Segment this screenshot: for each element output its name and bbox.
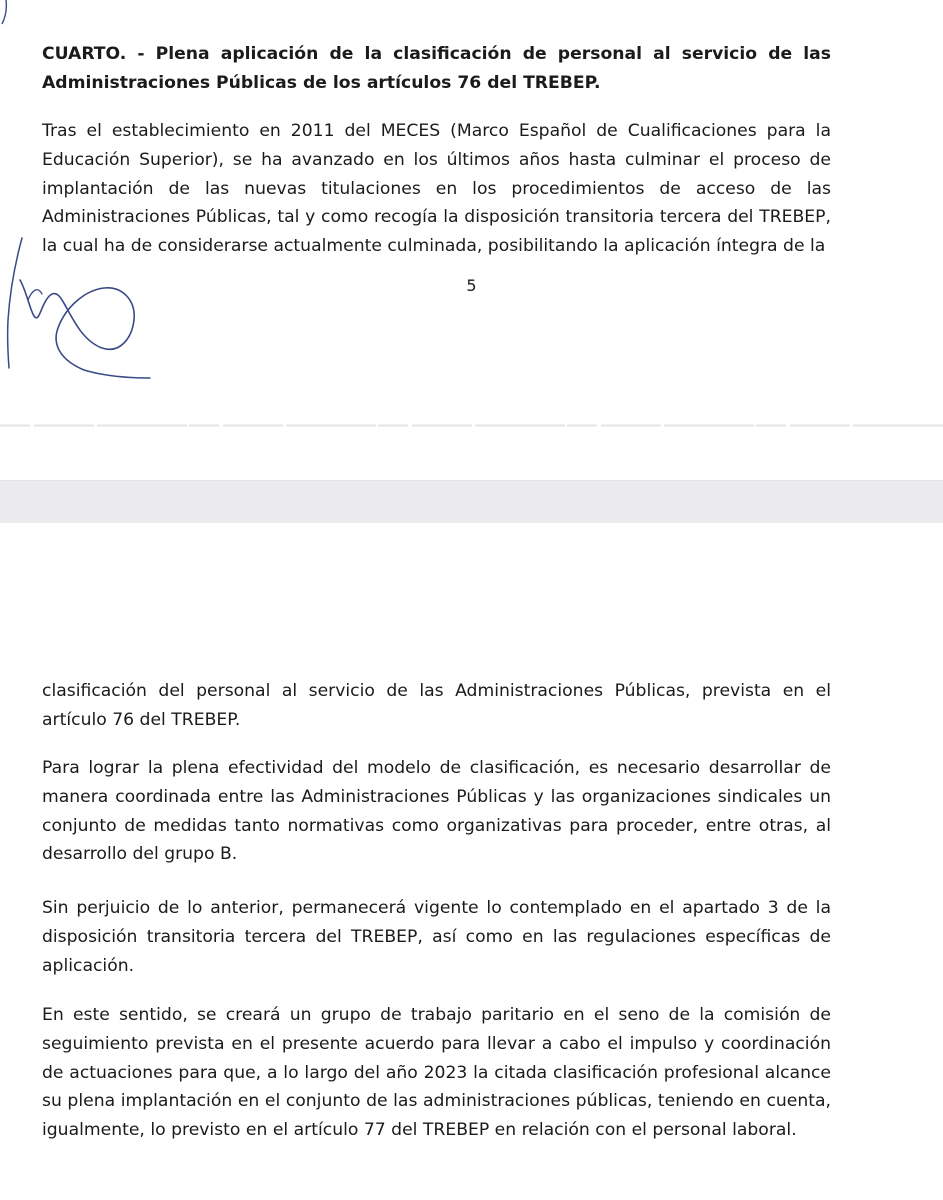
page-number: 5 [466,276,477,295]
ink-mark-icon [0,0,20,30]
paragraph-continuation: clasificación del personal al servicio de las Administraciones Públicas, prevista en el artículo 76 del TREBEP. [42,681,831,730]
paragraph-perjuicio: Sin perjuicio de lo anterior, permanecerá vigente lo contemplado en el apartado 3 de la disposición transitoria tercera del TREBEP, así como en las regulaciones específicas de aplicación. [42,898,831,976]
paragraph-meces: Tras el establecimiento en 2011 del MECES (Marco Español de Cualificaciones para la Educación Superior), se ha avanzado en los últimos años hasta culminar el proceso de implantación de las nuevas titulaciones en los procedimientos de acceso de las Administraciones Públicas, tal y como recogía la disposición transitoria tercera del TREBEP, la cual ha de considerarse actualmente culminada, posibilitando la aplicación íntegra de la [42,121,831,257]
page-separator [0,480,943,524]
document-page-bottom [0,523,943,1200]
scan-artifact-line [0,424,943,427]
paragraph-grupo-trabajo: En este sentido, se creará un grupo de trabajo paritario en el seno de la comisión de seguimiento prevista en el presente acuerdo para llevar a cabo el impulso y coordinación de actuaciones para que, a lo largo del año 2023 la citada clasificación profesional alcance su plena implantación en el conjunto de las administraciones públicas, teniendo en cuenta, igualmente, lo previsto en el artículo 77 del TREBEP en relación con el personal laboral. [42,1005,831,1141]
document-page-top [0,0,943,480]
paragraph-efectividad: Para lograr la plena efectividad del modelo de clasificación, es necesario desarrollar de manera coordinada entre las Administraciones Públicas y las organizaciones sindicales un conjunto de medidas tanto normativas como organizativas para proceder, entre otras, al desarrollo del grupo B. [42,758,831,865]
section-heading: CUARTO. - Plena aplicación de la clasificación de personal al servicio de las Administraciones Públicas de los artículos 76 del TREBEP. [42,44,831,93]
handwritten-signature-icon [0,220,180,400]
